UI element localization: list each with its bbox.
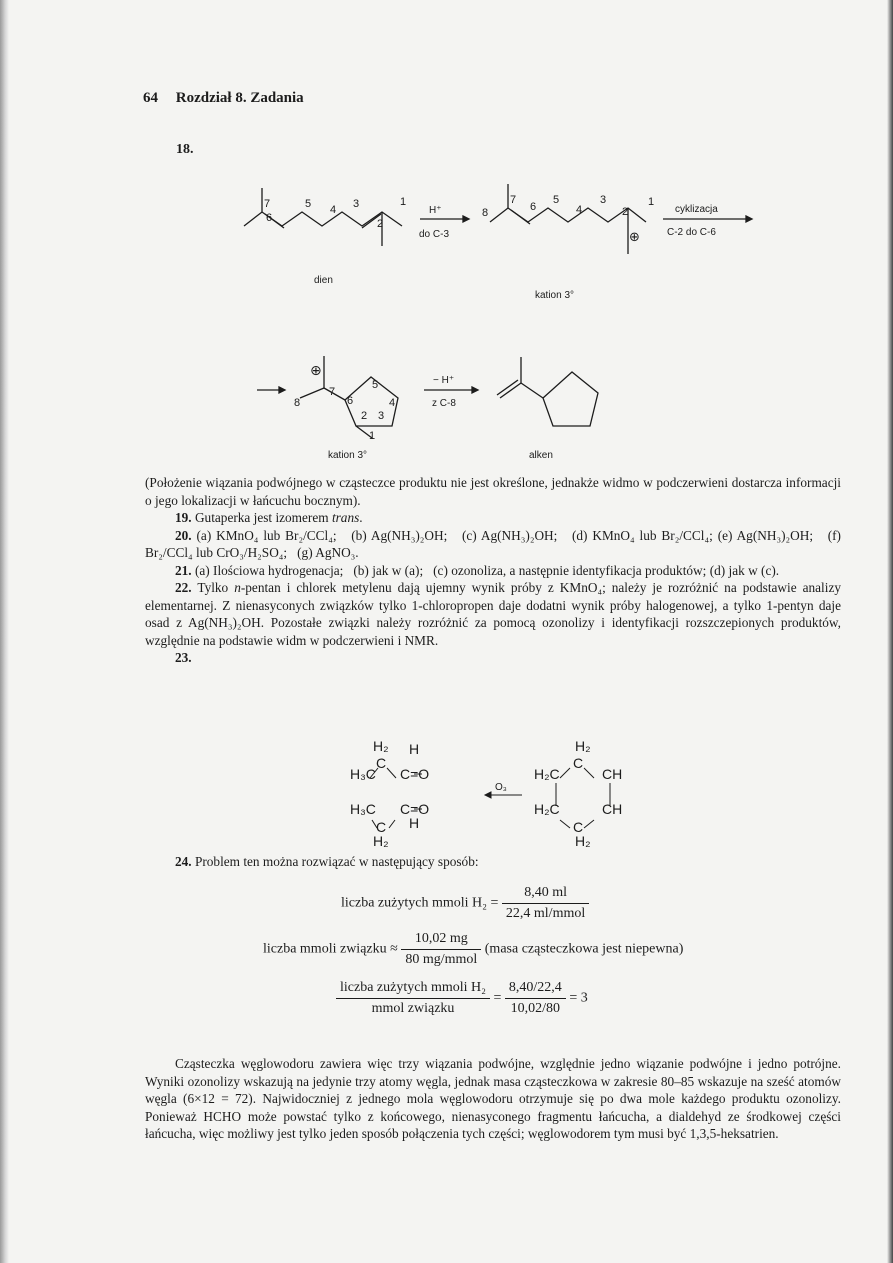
arrow2-top: cyklizacja bbox=[675, 204, 718, 215]
page-number: 64 bbox=[143, 90, 158, 106]
eq3-equals: = bbox=[493, 990, 502, 1006]
left-c-bottom: C bbox=[376, 819, 387, 835]
eq1-label: liczba zużytych mmoli H₂ = bbox=[341, 895, 499, 911]
ozonolysis-scheme-23 bbox=[330, 728, 650, 848]
dien-num-6: 6 bbox=[266, 212, 273, 224]
eq3-left-denominator: mmol związku bbox=[371, 1001, 455, 1016]
item-19-end: . bbox=[359, 510, 363, 525]
left-h3c-2: H₃C bbox=[350, 801, 376, 817]
cation-b-charge: ⊕ bbox=[310, 362, 322, 378]
label-kation-b: kation 3° bbox=[328, 450, 368, 461]
item-19-text: Gutaperka jest izomerem bbox=[194, 510, 329, 525]
item-20-c: (c) Ag(NH₃)₂OH; bbox=[461, 527, 558, 543]
dien-num-1: 1 bbox=[400, 196, 407, 208]
eq3-right-denominator: 10,02/80 bbox=[510, 1001, 561, 1016]
eq3-right-fraction bbox=[505, 980, 566, 1017]
alkene-structure bbox=[497, 357, 598, 426]
cation-a-num-4: 4 bbox=[576, 204, 583, 216]
cation-b-num-4: 4 bbox=[389, 397, 396, 409]
right-h2c-1: H₂C bbox=[534, 766, 560, 782]
eq2-numerator: 10,02 mg bbox=[401, 931, 481, 950]
note-18: (Położenie wiązania podwójnego w cząsteczce produktu nie jest określone, jednakże widmo w podczerwieni dostarcza informacji o jego lokalizacji w łańcuchu bocznym). bbox=[145, 475, 841, 508]
eq3-right-numerator: 8,40/22,4 bbox=[505, 980, 566, 999]
eq1-fraction bbox=[502, 885, 589, 922]
dien-num-5: 5 bbox=[305, 198, 312, 210]
item-21 bbox=[145, 562, 841, 580]
eq2-note: (masa cząsteczkowa jest niepewna) bbox=[484, 941, 684, 957]
item-21-b: (b) jak w (a); bbox=[353, 562, 424, 578]
cation-b-num-3: 3 bbox=[378, 410, 385, 422]
item-22 bbox=[145, 579, 841, 649]
cation-a-num-8: 8 bbox=[482, 207, 489, 219]
item-19-italic: trans bbox=[331, 510, 360, 525]
cation-b-num-1: 1 bbox=[369, 430, 376, 442]
right-h2c-2: H₂C bbox=[534, 801, 560, 817]
dien-num-2: 2 bbox=[377, 218, 384, 230]
reaction-scheme-18 bbox=[0, 0, 893, 470]
left-co-1: C=O bbox=[400, 766, 430, 782]
item-18-label: 18. bbox=[176, 142, 194, 157]
cation-b-num-7: 7 bbox=[329, 386, 336, 398]
eq2-label: liczba mmoli związku ≈ bbox=[263, 941, 398, 957]
item-22-t1: Tylko bbox=[197, 580, 229, 595]
ozone-label: O₃ bbox=[495, 782, 507, 793]
item-23 bbox=[145, 649, 841, 667]
left-co-2: C=O bbox=[400, 801, 430, 817]
equation-1 bbox=[341, 885, 589, 922]
equation-2 bbox=[263, 931, 683, 968]
eq2-denominator: 80 mg/mmol bbox=[405, 952, 478, 967]
eq3-left-numerator: liczba zużytych mmoli H₂ bbox=[336, 980, 490, 999]
dien-num-4: 4 bbox=[330, 204, 337, 216]
item-21-num: 21. bbox=[175, 562, 192, 578]
item-21-d: (d) jak w (c). bbox=[709, 562, 780, 578]
arrow1-bottom: do C-3 bbox=[419, 229, 450, 240]
item-20 bbox=[145, 527, 841, 562]
dien-num-7: 7 bbox=[264, 198, 271, 210]
item-24-num: 24. bbox=[175, 854, 192, 869]
cation-a-num-1: 1 bbox=[648, 196, 655, 208]
cation-a-num-3: 3 bbox=[600, 194, 607, 206]
item-20-a: (a) KMnO₄ lub Br₂/CCl₄; bbox=[196, 527, 337, 543]
item-20-d: (d) KMnO₄ lub Br₂/CCl₄; bbox=[571, 527, 713, 543]
eq1-denominator: 22,4 ml/mmol bbox=[505, 906, 586, 921]
item-24-conclusion bbox=[145, 1055, 841, 1143]
label-alken: alken bbox=[529, 450, 553, 461]
equation-3 bbox=[336, 980, 588, 1017]
item-22-t2: -pentan i chlorek metylenu dają ujemny wynik próby z KMnO₄; należy je rozróżnić na podstawie analizy elementarnej. Z nienasyconych związków tylko 1-chloropropen daje dodatni wynik próby halogenowej, a tylko 1-pentyn daje osad z Ag(NH₃)₂OH. Pozostałe związki należy rozróżnić za pomocą ozonolizy i identyfikacji rozszczepionych produktów, względnie na podstawie widm w podczerwieni i NMR. bbox=[145, 580, 841, 648]
eq1-numerator: 8,40 ml bbox=[502, 885, 589, 904]
left-h3c-1: H₃C bbox=[350, 766, 376, 782]
label-dien: dien bbox=[314, 275, 333, 286]
cation-a-num-7: 7 bbox=[510, 194, 517, 206]
arrow2-bottom: C-2 do C-6 bbox=[667, 227, 716, 238]
chapter-title: Rozdział 8. Zadania bbox=[175, 90, 304, 106]
text-block-18-22 bbox=[145, 474, 841, 667]
cation-b-num-2: 2 bbox=[361, 410, 368, 422]
item-20-num: 20. bbox=[175, 527, 192, 543]
right-c-bottom: C bbox=[573, 819, 584, 835]
item-21-c: (c) ozonoliza, a następnie identyfikacja produktów; bbox=[433, 562, 707, 578]
left-h2-bottom: H₂ bbox=[373, 833, 389, 848]
conclusion-text: Cząsteczka węglowodoru zawiera więc trzy wiązania podwójne, względnie jedno wiązanie podwójne i jedno potrójne. Wyniki ozonolizy wskazują na jedynie trzy atomy węgla, jednak masa cząsteczkowa w zakresie 80–85 wskazuje na sześć atomów węgla (6×12 = 72). Najwidoczniej z jednego mola węglowodoru otrzymuje się po dwa mole każdego produktu ozonolizy. Ponieważ HCHO może powstać tylko z końcowego, nienasyconego fragmentu łańcucha, a dialdehyd ze środkowej części łańcucha, więc możliwy jest tylko jeden sposób połączenia tych części; węglowodorem tym musi być 1,3,5-heksatrien. bbox=[145, 1056, 841, 1141]
eq2-fraction bbox=[401, 931, 481, 968]
cation-b-num-8: 8 bbox=[294, 397, 301, 409]
item-22-italic: n bbox=[234, 580, 241, 595]
right-c-top: C bbox=[573, 755, 584, 771]
item-20-f: (f) Br₂/CCl₄ lub CrO₃/H₂SO₄; bbox=[145, 527, 841, 560]
right-ch-2: CH bbox=[602, 801, 623, 817]
cation-b-num-6: 6 bbox=[347, 395, 354, 407]
dien-num-3: 3 bbox=[353, 198, 360, 210]
item-19 bbox=[145, 509, 841, 527]
item-23-num: 23. bbox=[175, 650, 192, 665]
cation-a-charge: ⊕ bbox=[629, 229, 640, 244]
item-21-a: (a) Ilościowa hydrogenacja; bbox=[194, 562, 344, 578]
right-h2-top: H₂ bbox=[575, 738, 591, 754]
right-ch-1: CH bbox=[602, 766, 623, 782]
left-h2-top: H₂ bbox=[373, 738, 389, 754]
item-24-intro-text: Problem ten można rozwiązać w następujący sposób: bbox=[194, 854, 479, 869]
item-20-g: (g) AgNO₃. bbox=[297, 545, 359, 560]
eq3-result: = 3 bbox=[569, 990, 588, 1006]
item-24-intro bbox=[145, 853, 841, 871]
item-20-e: (e) Ag(NH₃)₂OH; bbox=[717, 527, 814, 543]
cation-a-num-6: 6 bbox=[530, 201, 537, 213]
arrow1-top: H⁺ bbox=[429, 205, 442, 216]
eq3-left-fraction bbox=[336, 980, 490, 1017]
cation-a-num-2: 2 bbox=[622, 206, 629, 218]
left-h-top: H bbox=[409, 741, 420, 757]
right-h2-bottom: H₂ bbox=[575, 833, 591, 848]
cation-b-num-5: 5 bbox=[372, 379, 379, 391]
cation-a-num-5: 5 bbox=[553, 194, 560, 206]
item-20-b: (b) Ag(NH₃)₂OH; bbox=[351, 527, 448, 543]
label-kation-a: kation 3° bbox=[535, 290, 575, 301]
arrow3-top: − H⁺ bbox=[433, 375, 455, 386]
left-c-top: C bbox=[376, 755, 387, 771]
item-22-num: 22. bbox=[175, 580, 192, 595]
left-h-bottom: H bbox=[409, 815, 420, 831]
item-19-num: 19. bbox=[175, 510, 192, 525]
arrow3-bottom: z C-8 bbox=[432, 398, 456, 409]
